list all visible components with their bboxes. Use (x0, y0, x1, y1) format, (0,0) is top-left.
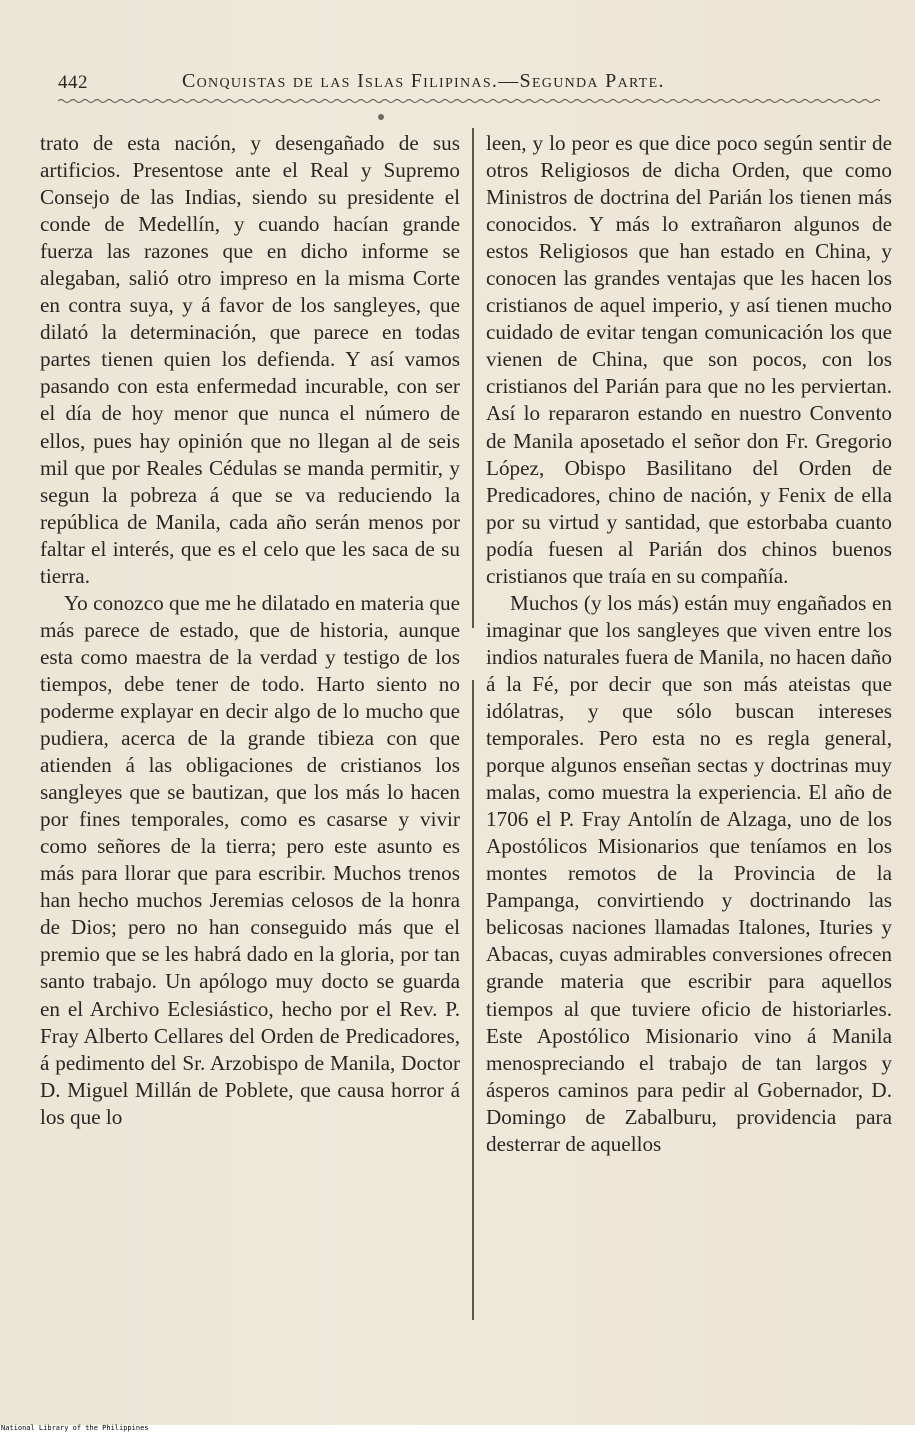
left-column (40, 130, 460, 1131)
left-paragraph-2: Yo conozco que me he dilatado en materia que más parece de estado, que de historia, aunque esta como maestra de la verdad y testigo de los tiempos, debe tener de todo. Harto siento no poderme explayar en decir algo de lo mucho que pudiera, acerca de la grande tibieza con que atienden á las obligaciones de cristianos los sangleyes que se bautizan, que los más lo hacen por fines temporales, como es casarse y vivir como señores de la tierra; pero este asunto es más para llorar que para escribir. Muchos trenos han hecho muchos Jeremias celosos de la honra de Dios; pero no han conseguido más que el premio que se les habrá dado en la gloria, por tan santo trabajo. Un apólogo muy docto se guarda en el Archivo Eclesiástico, hecho por el Rev. P. Fray Alberto Cellares del Orden de Predicadores, á pedimento del Sr. Arzobispo de Manila, Doctor D. Miguel Millán de Poblete, que causa horror á los que lo (40, 590, 460, 1129)
ornament-dot (378, 114, 384, 120)
page-number: 442 (58, 72, 88, 93)
header-rule (58, 98, 880, 104)
left-paragraph-1: trato de esta nación, y desengañado de sus artificios. Presentose ante el Real y Supremo Consejo de las Indias, siendo su presidente el conde de Medellín, y cuando hacían grande fuerza las razones que en dicho informe se alegaban, salió otro impreso en la misma Corte en contra suya, y á favor de los sangleyes, que dilató la determinación, que parece en todas partes tienen quien los defienda. Y así vamos pasando con esta enfermedad incurable, con ser el día de hoy menor que nunca el número de ellos, pues hay opinión que no llegan al de seis mil que por Reales Cédulas se manda permitir, y segun la pobreza á que se va reduciendo la república de Manila, cada año serán menos por faltar el interés, que es el celo que les saca de su tierra. (40, 131, 460, 588)
page-header (58, 66, 898, 100)
right-paragraph-2: Muchos (y los más) están muy engañados en imaginar que los sangleyes que viven entre los indios naturales fuera de Manila, no hacen daño á la Fé, por decir que son más ateistas que idólatras, y que sólo buscan intereses temporales. Pero esta no es regla general, porque algunos enseñan sectas y doctrinas muy malas, como muestra la experiencia. El año de 1706 el P. Fray Antolín de Alzaga, uno de los Apostólicos Misionarios que teníamos en los montes remotos de la Provincia de la Pampanga, convirtiendo y doctrinando las belicosas naciones llamadas Italones, Ituries y Abacas, cuyas admirables conversiones ofrecen grande materia que escribir para aquellos tiempos al que tuviere oficio de historiarles. Este Apostólico Misionario vino á Manila menospreciando el trabajo de tan largos y ásperos caminos para pedir al Gobernador, D. Domingo de Zabalburu, providencia para desterrar de aquellos (486, 590, 892, 1156)
right-column (486, 130, 892, 1158)
running-head: Conquistas de las Islas Filipinas.—Segunda Parte. (182, 70, 665, 92)
right-paragraph-1: leen, y lo peor es que dice poco según sentir de otros Religiosos de dicha Orden, que como Ministros de doctrina del Parián los tienen más conocidos. Y más lo extrañaron algunos de estos Religiosos que han estado en China, y conocen las grandes ventajas que les hacen los cristianos de aquel imperio, y así tienen mucho cuidado de evitar tengan comunicación los que vienen de China, que son pocos, con los cristianos del Parián para que no les perviertan. Así lo repararon estando en nuestro Convento de Manila aposetado el señor don Fr. Gregorio López, Obispo Basilitano del Orden de Predicadores, chino de nación, y Fenix de ella por su virtud y santidad, que estorbaba cuanto podía fuesen al Parián dos chinos buenos cristianos que traía en su compañía. (486, 131, 892, 588)
column-divider (472, 680, 474, 1320)
footer-credit: National Library of the Philippines (1, 1424, 149, 1432)
column-divider (472, 128, 474, 628)
